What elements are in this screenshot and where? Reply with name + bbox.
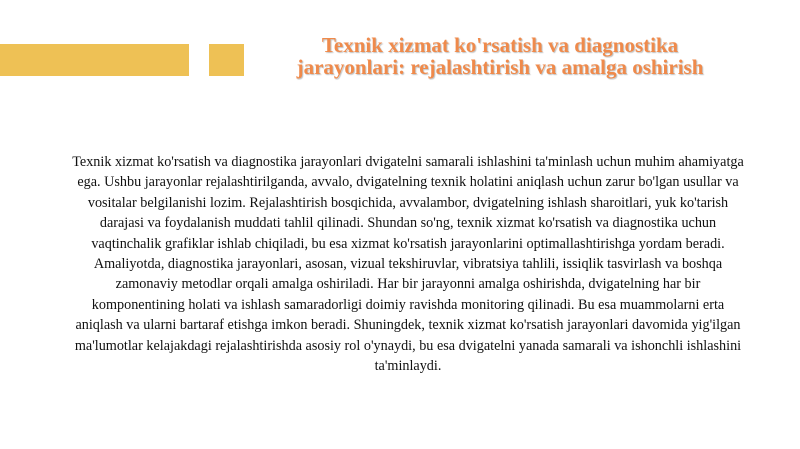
slide-title: Texnik xizmat ko'rsatish va diagnostika jarayonlari: rejalashtirish va amalga oshirish (296, 33, 704, 79)
accent-bar-long (0, 44, 189, 76)
slide-body-text: Texnik xizmat ko'rsatish va diagnostika jarayonlari dvigatelni samarali ishlashini ta'minlash uchun muhim ahamiyatga ega. Ushbu jarayonlar rejalashtirilganda, avvalo, dvigatelning texnik holatini aniqlash uchun zarur bo'lgan usullar va vositalar belgilanishi lozim. Rejalashtirish bosqichida, avvalambor, dvigatelning ishlash sharoitlari, yuk ko'tarish darajasi va foydalanish muddati tahlil qilinadi. Shundan so'ng, texnik xizmat ko'rsatish va diagnostika uchun vaqtinchalik grafiklar ishlab chiqiladi, bu esa xizmat ko'rsatish jarayonlarini optimallashtirishga yordam beradi. Amaliyotda, diagnostika jarayonlari, asosan, vizual tekshiruvlar, vibratsiya tahlili, issiqlik tasvirlash va boshqa zamonaviy metodlar orqali amalga oshiriladi. Har bir jarayonni amalga oshirishda, dvigatelning har bir komponentining holati va ishlash samaradorligi doimiy ravishda monitoring qilinadi. Bu esa muammolarni erta aniqlash va ularni bartaraf etishga imkon beradi. Shuningdek, texnik xizmat ko'rsatish jarayonlari davomida yig'ilgan ma'lumotlar kelajakdagi rejalashtirishda asosiy rol o'ynaydi, bu esa dvigatelni yanada samarali va ishonchli ishlashini ta'minlaydi. (72, 154, 744, 375)
accent-bar-short (209, 44, 244, 76)
